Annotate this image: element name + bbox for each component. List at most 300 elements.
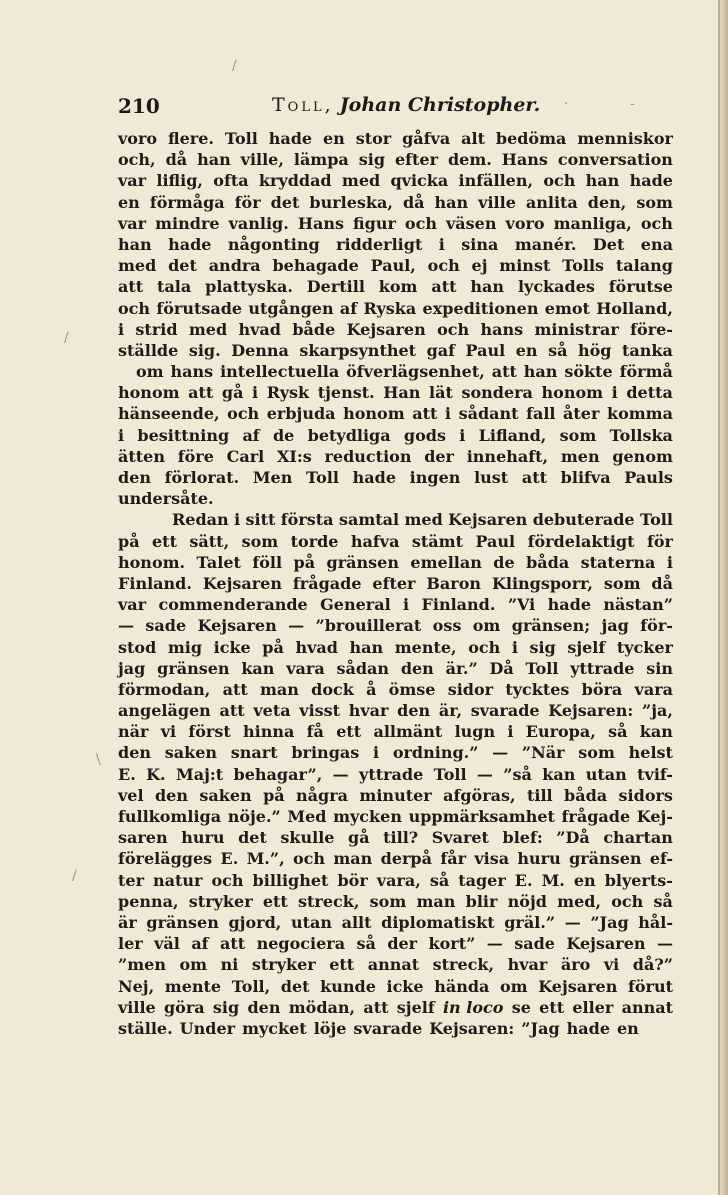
- text-line: [118, 742, 673, 763]
- word: huru: [517, 849, 561, 869]
- word: expeditionen: [422, 298, 539, 318]
- word: och: [640, 213, 673, 233]
- word: Det: [592, 234, 625, 254]
- word: kan: [639, 722, 673, 742]
- word: han: [118, 234, 152, 254]
- word: XI:s: [276, 446, 312, 466]
- word: Paul: [475, 531, 516, 551]
- word: på: [118, 531, 140, 551]
- word: diplomatiskt: [381, 912, 495, 932]
- word: Nej,: [118, 976, 155, 996]
- word: bör: [337, 870, 368, 890]
- word: strid: [135, 319, 178, 339]
- text-line: [118, 679, 673, 700]
- word: med: [188, 319, 228, 339]
- word: och: [227, 404, 260, 424]
- word: sig.: [188, 340, 221, 360]
- word: nöjd: [507, 891, 547, 911]
- word: stämt: [411, 531, 463, 551]
- word: mycket: [242, 1018, 307, 1038]
- word: hinna: [243, 722, 295, 742]
- word: Han: [383, 383, 421, 403]
- text-line: [118, 658, 673, 679]
- word: svarade: [470, 701, 540, 721]
- word: det: [238, 828, 267, 848]
- word: hade: [168, 234, 212, 254]
- word: åter: [563, 404, 600, 424]
- word: gods: [403, 425, 446, 445]
- word: veta: [253, 701, 291, 721]
- word: ”brouillerat: [315, 616, 422, 636]
- text-line: [118, 234, 673, 255]
- word: streck,: [432, 955, 495, 975]
- word: General: [320, 595, 391, 615]
- paper-speck: /: [72, 868, 77, 884]
- word: Redan: [172, 510, 229, 530]
- word: Kej-: [636, 807, 673, 826]
- text-line: [118, 573, 673, 594]
- word: lyckades: [517, 277, 595, 297]
- word: om: [179, 955, 208, 975]
- word: till?: [383, 828, 419, 848]
- text-line: [118, 340, 673, 361]
- word: —: [486, 934, 503, 954]
- text-line: [118, 933, 673, 954]
- word: i: [438, 234, 445, 254]
- word: stryker: [188, 891, 253, 911]
- word: och: [611, 891, 644, 911]
- word: afgöras,: [443, 785, 516, 805]
- word: mödan,: [288, 997, 356, 1017]
- word: Paul: [465, 340, 506, 360]
- word: flere.: [167, 129, 214, 148]
- word: i: [511, 637, 518, 657]
- word: ”Jag: [521, 1018, 560, 1038]
- word: frågade: [561, 807, 631, 826]
- word: att: [118, 277, 144, 297]
- word: honom: [118, 383, 180, 403]
- word: i: [459, 425, 466, 445]
- word: Baron: [426, 573, 482, 593]
- word: ville: [478, 192, 516, 212]
- word: ”ja,: [642, 701, 673, 721]
- word: om: [499, 976, 528, 996]
- word: E.: [220, 849, 239, 869]
- paper-speck: /: [64, 330, 69, 346]
- word: staterna: [580, 552, 656, 572]
- word: så: [608, 722, 628, 742]
- word: fall: [526, 404, 556, 424]
- word: att: [363, 997, 389, 1017]
- word: förmåga: [149, 192, 225, 212]
- word: fördelaktigt: [527, 531, 635, 551]
- word: å: [366, 679, 377, 699]
- word: Kejsaren:: [429, 1018, 515, 1038]
- text-line: [118, 425, 673, 446]
- word: innehaft,: [466, 446, 549, 466]
- word: som: [241, 531, 279, 551]
- word: att: [521, 468, 547, 487]
- word: Dertill: [306, 277, 365, 297]
- word: hafva: [350, 531, 400, 551]
- word: minuter: [359, 785, 432, 805]
- word: vara,: [376, 870, 421, 890]
- word: —: [476, 764, 493, 784]
- word: lust: [474, 468, 509, 487]
- word: undersåte.: [118, 489, 214, 509]
- word: conversation: [557, 150, 673, 170]
- word: är.”: [445, 658, 478, 678]
- word: Klingsporr,: [491, 573, 593, 593]
- word: en: [573, 870, 596, 890]
- word: derpå: [380, 849, 432, 869]
- word: mig: [167, 637, 203, 657]
- word: hål-: [638, 912, 673, 932]
- text-line: [118, 721, 673, 742]
- word: öfverlägsenhet,: [346, 362, 485, 382]
- word: sådant: [458, 404, 519, 424]
- word: i: [252, 383, 259, 403]
- word: föll: [252, 552, 283, 572]
- word: annat: [621, 997, 673, 1017]
- word: Toll: [224, 129, 258, 148]
- word: då: [165, 150, 188, 170]
- word: mycken: [333, 807, 402, 826]
- word: vara: [286, 658, 325, 678]
- word: fullkomliga: [118, 807, 222, 826]
- word: snart: [230, 743, 278, 763]
- word: får: [440, 849, 466, 869]
- word: gräl.”: [504, 912, 556, 932]
- text-line: [118, 192, 673, 213]
- word: båda: [564, 785, 608, 805]
- word: sökte: [564, 362, 613, 382]
- word: gå: [221, 383, 244, 403]
- word: med,: [557, 891, 602, 911]
- word: Rysk: [266, 383, 310, 403]
- word: af: [191, 934, 209, 954]
- word: eller: [572, 997, 614, 1017]
- word: blef:: [502, 828, 543, 848]
- word: uppmärksamhet: [408, 807, 555, 826]
- text-line: [118, 403, 673, 424]
- word: som: [603, 573, 641, 593]
- word: hvad: [238, 319, 281, 339]
- text-line: [118, 255, 673, 276]
- word: reduction: [324, 446, 412, 466]
- word: K.: [146, 764, 166, 784]
- word: hans: [170, 362, 214, 382]
- word: väl: [154, 934, 180, 954]
- word: sådan: [336, 658, 390, 678]
- word: i: [403, 595, 410, 615]
- word: ni: [220, 955, 239, 975]
- word: infällen,: [458, 171, 534, 191]
- word: och,: [118, 150, 156, 170]
- word: behagade: [272, 256, 359, 276]
- word: visa: [474, 849, 510, 869]
- word: Kejsaren: [566, 934, 646, 954]
- word: Kejsaren: [538, 976, 618, 996]
- word: sade: [145, 616, 187, 636]
- word: i: [666, 552, 673, 572]
- word: burleska,: [309, 192, 393, 212]
- word: Under: [179, 1018, 236, 1038]
- word: han: [585, 171, 620, 191]
- word: frågade: [292, 573, 362, 593]
- word: löje: [313, 1018, 347, 1038]
- word: Toll,: [231, 976, 271, 996]
- word: svarade: [353, 1018, 423, 1038]
- word: behagar”,: [233, 764, 323, 784]
- word: han: [349, 637, 384, 657]
- word: Kejsaren: [197, 616, 277, 636]
- word: tvif-: [637, 764, 673, 784]
- word: sina: [461, 234, 499, 254]
- word: som: [578, 743, 615, 763]
- word: sätt,: [189, 531, 230, 551]
- word: M.”,: [246, 849, 285, 869]
- word: ett: [336, 722, 362, 742]
- word: lämpa: [293, 150, 349, 170]
- word: Hans: [297, 213, 344, 233]
- word: i: [234, 510, 241, 530]
- word: båda: [526, 552, 570, 572]
- word: för-: [640, 616, 673, 636]
- word: vi: [160, 722, 177, 742]
- word: Paul,: [370, 256, 416, 276]
- word: han: [470, 277, 505, 297]
- word: helst: [628, 743, 673, 763]
- word: qvicka: [390, 171, 449, 191]
- text-line: [118, 531, 673, 552]
- word: i: [373, 743, 380, 763]
- word: hade: [629, 171, 673, 191]
- word: Toll: [433, 764, 467, 784]
- word: hvad: [295, 637, 338, 657]
- word: chartan: [603, 828, 673, 848]
- word: och: [468, 637, 501, 657]
- word: första: [280, 510, 334, 530]
- word: Tollska: [609, 425, 673, 445]
- word: Toll: [306, 468, 339, 487]
- word: både: [292, 319, 336, 339]
- word: utgången: [248, 298, 334, 318]
- word: ställde: [118, 340, 179, 360]
- word: förut: [627, 976, 673, 996]
- word: in loco: [442, 997, 504, 1017]
- word: om: [472, 616, 501, 636]
- word: gränsen: [326, 552, 399, 572]
- word: förutse: [608, 277, 673, 297]
- word: —: [492, 743, 509, 763]
- word: lugn: [454, 722, 496, 742]
- word: den,: [587, 192, 627, 212]
- word: han: [197, 150, 231, 170]
- text-line: [118, 912, 673, 933]
- word: ville: [118, 997, 156, 1017]
- word: att: [220, 934, 246, 954]
- word: de: [493, 552, 515, 572]
- word: det: [270, 192, 300, 212]
- word: gränsen;: [511, 616, 591, 636]
- word: Med: [287, 807, 327, 826]
- text-line: [118, 806, 673, 827]
- word: gränsen: [157, 658, 230, 678]
- word: anlita: [525, 192, 578, 212]
- word: Hans: [501, 150, 548, 170]
- word: mente,: [394, 637, 457, 657]
- word: då?”: [632, 955, 673, 975]
- word: sitt: [245, 510, 276, 530]
- word: efter: [372, 573, 416, 593]
- word: stryker: [251, 955, 316, 975]
- text-line: [118, 954, 673, 975]
- paper-speck: -: [630, 96, 635, 112]
- word: förmodan,: [118, 679, 211, 699]
- word: att: [491, 362, 517, 382]
- word: se: [511, 997, 531, 1017]
- word: vel: [118, 785, 144, 805]
- word: Kejsaren:: [548, 701, 634, 721]
- word: som: [559, 425, 597, 445]
- word: ”så: [503, 764, 532, 784]
- text-line: [118, 276, 673, 297]
- word: blyerts-: [604, 870, 673, 890]
- word: manliga,: [553, 213, 632, 233]
- word: gränsen: [146, 912, 219, 932]
- word: gå: [348, 828, 370, 848]
- word: Tolls: [562, 256, 605, 276]
- word: någonting: [227, 234, 320, 254]
- word: ett: [329, 955, 355, 975]
- word: utan: [585, 764, 627, 784]
- word: Europa,: [525, 722, 596, 742]
- word: emellan: [410, 552, 482, 572]
- word: stod: [118, 637, 157, 657]
- word: Finland.: [421, 595, 496, 615]
- word: ministrar: [534, 319, 619, 339]
- word: natur: [153, 870, 203, 890]
- word: menniskor: [577, 129, 673, 148]
- word: förlorat.: [164, 468, 240, 487]
- word: sondera: [461, 383, 533, 403]
- word: —: [288, 616, 305, 636]
- word: gåfva: [402, 129, 451, 148]
- word: huru: [181, 828, 225, 848]
- word: Holland,: [596, 298, 673, 318]
- word: sig: [529, 637, 556, 657]
- word: honom.: [118, 552, 186, 572]
- word: yttrade: [570, 658, 635, 678]
- word: talang: [615, 256, 673, 276]
- word: dock: [311, 679, 354, 699]
- word: commenderande: [158, 595, 308, 615]
- word: skarpsynthet: [299, 340, 417, 360]
- word: med: [341, 171, 381, 191]
- text-line: [118, 128, 673, 149]
- word: han: [523, 362, 558, 382]
- word: detta: [626, 383, 673, 403]
- text-line: [118, 594, 673, 615]
- word: ”När: [521, 743, 565, 763]
- text-line: [118, 764, 673, 785]
- word: kan: [542, 764, 576, 784]
- text-line: [118, 848, 673, 869]
- word: torde: [290, 531, 339, 551]
- word: göra: [163, 997, 205, 1017]
- word: att: [219, 701, 245, 721]
- word: —: [332, 764, 349, 784]
- word: och: [292, 849, 326, 869]
- word: så: [429, 870, 450, 890]
- word: för: [646, 531, 673, 551]
- word: sjelf: [567, 637, 606, 657]
- word: hade: [352, 468, 396, 487]
- word: är,: [438, 701, 463, 721]
- word: jag: [118, 658, 146, 678]
- word: blifva: [560, 468, 611, 487]
- word: ridderligt: [336, 234, 423, 254]
- word: man: [259, 679, 299, 699]
- word: man: [333, 849, 373, 869]
- word: man: [416, 891, 456, 911]
- word: först: [188, 722, 231, 742]
- word: och: [211, 870, 244, 890]
- word: angelägen: [118, 701, 211, 721]
- word: bringas: [291, 743, 360, 763]
- word: intellectuella: [220, 362, 340, 382]
- word: Men: [252, 468, 293, 487]
- page-edge-shadow: [718, 0, 720, 1195]
- word: sjelf: [396, 997, 435, 1017]
- word: gjord,: [228, 912, 282, 932]
- word: ett: [262, 891, 288, 911]
- word: tjenst.: [317, 383, 375, 403]
- word: Då: [489, 658, 514, 678]
- word: nöje.”: [227, 807, 281, 826]
- page-number: 210: [118, 94, 160, 118]
- word: den: [118, 468, 151, 487]
- word: der: [424, 446, 454, 466]
- word: ordning.”: [392, 743, 479, 763]
- word: äro: [560, 955, 591, 975]
- word: plattyska.: [205, 277, 293, 297]
- word: minst: [499, 256, 551, 276]
- word: och: [404, 213, 437, 233]
- word: yttrade: [359, 764, 424, 784]
- text-line: [118, 467, 673, 488]
- word: tanka: [622, 340, 673, 360]
- text-line: [118, 615, 673, 636]
- word: honom: [343, 404, 405, 424]
- word: negociera: [256, 934, 346, 954]
- word: skulle: [280, 828, 335, 848]
- page-header: [118, 94, 673, 118]
- word: så: [356, 934, 376, 954]
- word: hade: [268, 129, 313, 148]
- text-line: [118, 870, 673, 891]
- word: blir: [465, 891, 498, 911]
- text-line: [118, 637, 673, 658]
- word: vanlig.: [228, 213, 289, 233]
- word: ej: [471, 256, 488, 276]
- word: hvar: [348, 701, 389, 721]
- word: sidors: [618, 785, 673, 805]
- word: det: [168, 256, 197, 276]
- word: E.: [118, 764, 136, 784]
- paper-speck: \: [96, 752, 101, 768]
